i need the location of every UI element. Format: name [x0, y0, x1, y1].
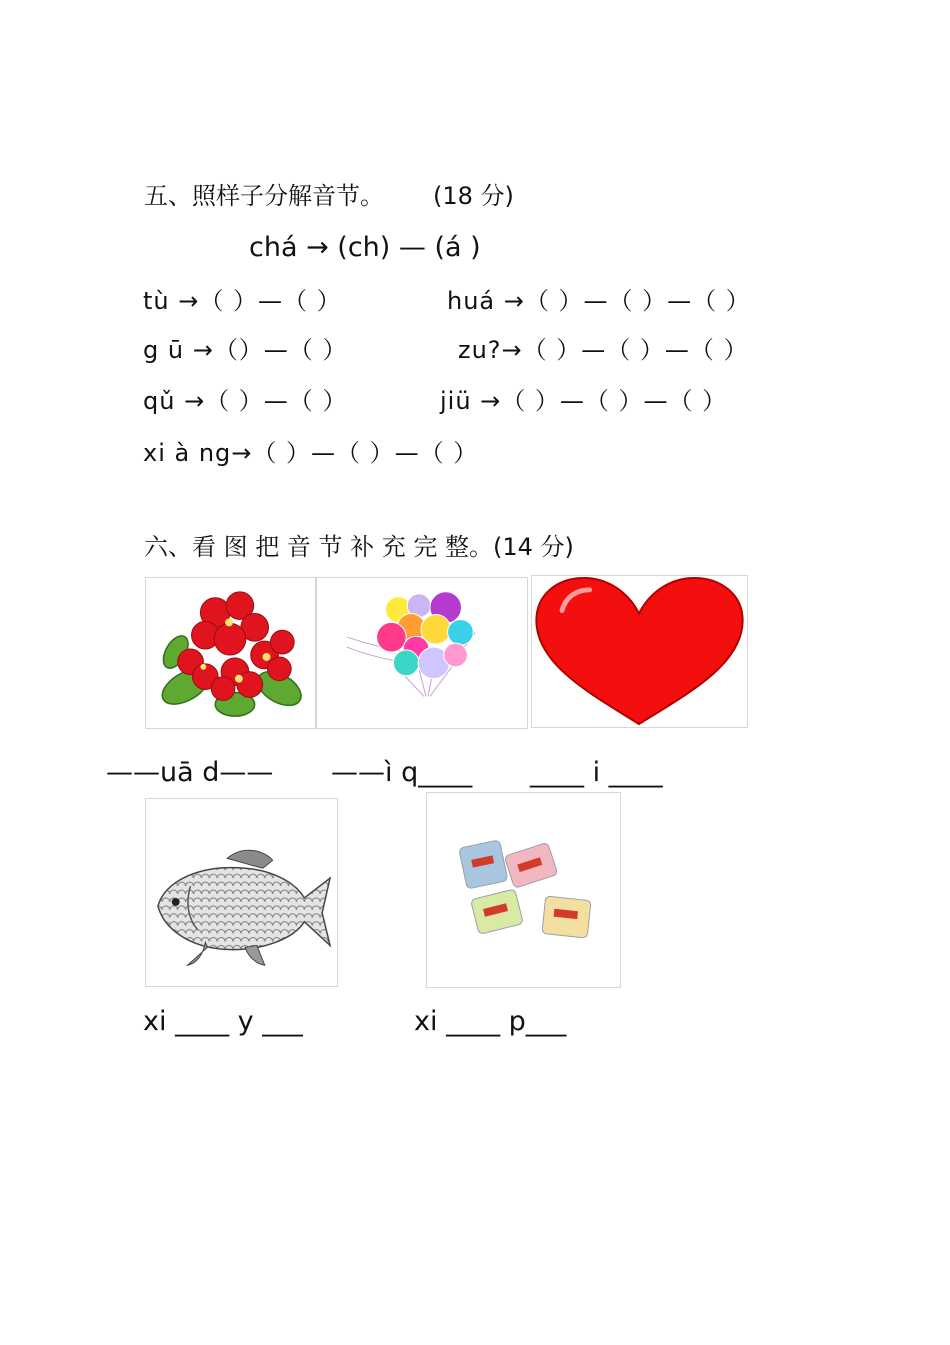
exercise-row: huá →（ ）—（ ）—（ ） [447, 287, 751, 315]
exercise-row: jiü →（ ）—（ ）—（ ） [440, 387, 728, 415]
section5-score: (18 分) [433, 182, 514, 210]
fill-line: ——ì q____ [331, 757, 473, 788]
heart-icon [532, 576, 747, 727]
erasers-icon [427, 793, 620, 987]
balloons-picture [316, 577, 528, 729]
example-line: chá → (ch) — (á ) [249, 232, 481, 263]
exercise-row: g ū →（）—（ ） [143, 336, 348, 364]
fish-picture [145, 798, 338, 987]
fill-line: xi ____ p___ [414, 1006, 567, 1037]
exercise-row: tù →（ ）—（ ） [143, 287, 342, 315]
section6-title: 六、看 图 把 音 节 补 充 完 整。(14 分) [144, 533, 574, 561]
fill-line: ____ i ____ [530, 757, 663, 788]
flower-icon [146, 578, 315, 728]
flower-picture [145, 577, 316, 729]
erasers-picture [426, 792, 621, 988]
fill-line: ——uā d—— [106, 757, 274, 788]
fill-line: xi ____ y ___ [143, 1006, 303, 1037]
exercise-row: xi à ng→（ ）—（ ）—（ ） [143, 439, 479, 467]
section5-title: 五、照样子分解音节。 [144, 182, 384, 210]
exercise-row: zu?→（ ）—（ ）—（ ） [458, 336, 749, 364]
heart-picture [531, 575, 748, 728]
exercise-row: qǔ →（ ）—（ ） [143, 387, 348, 415]
balloons-icon [317, 578, 527, 728]
fish-icon [146, 799, 337, 986]
